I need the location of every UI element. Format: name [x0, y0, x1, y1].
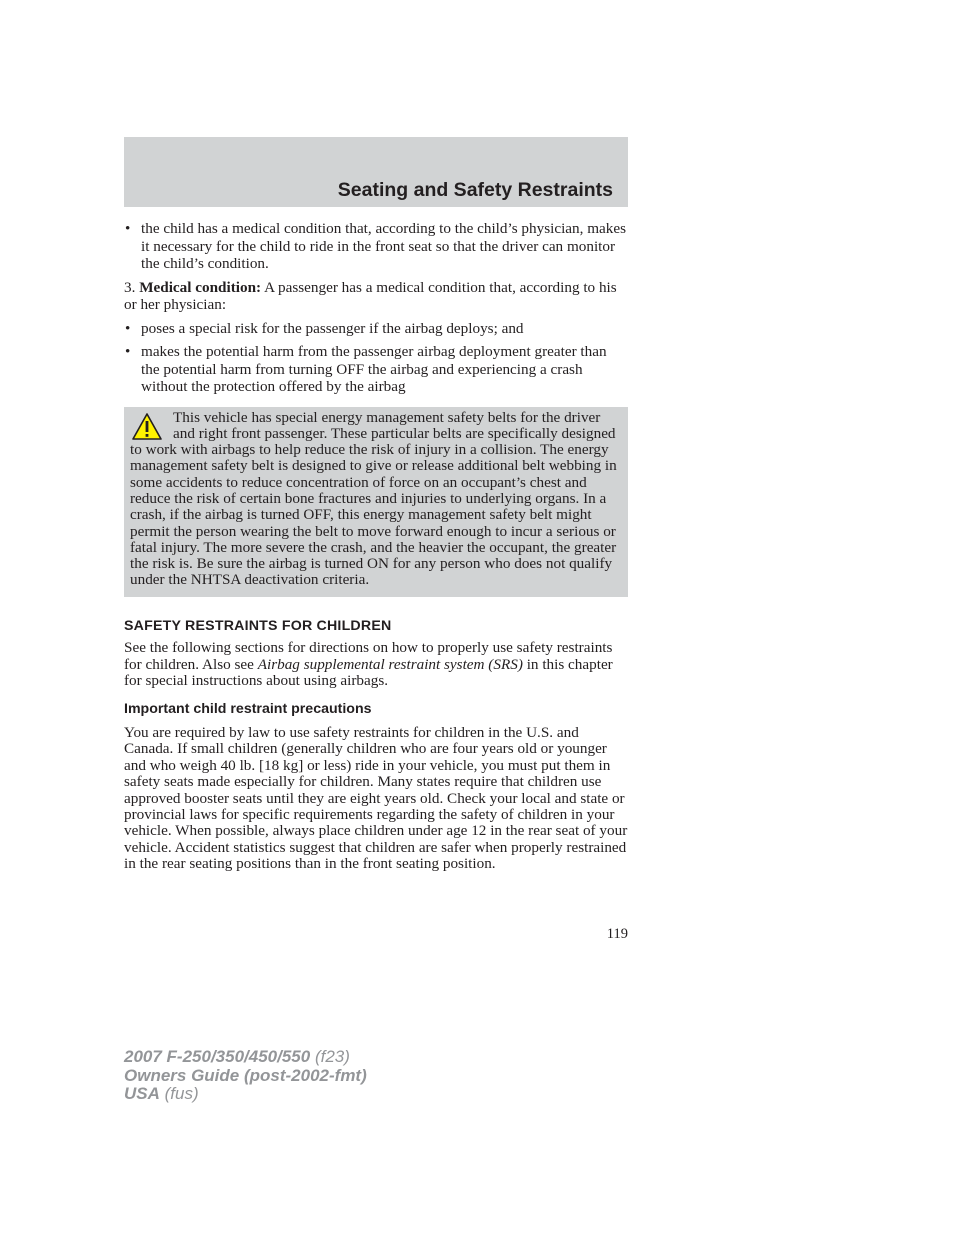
footer-guide-line: [124, 1067, 367, 1086]
footer: [124, 1048, 367, 1104]
section-title: Seating and Safety Restraints: [337, 179, 613, 201]
medical-bullet: [124, 343, 628, 396]
footer-model: 2007 F-250/350/450/550: [124, 1047, 311, 1066]
bullet-text: poses a special risk for the passenger if the airbag deploys; and: [141, 319, 524, 337]
bullet-marker: •: [125, 220, 131, 237]
section-heading: SAFETY RESTRAINTS FOR CHILDREN: [124, 617, 392, 634]
srs-reference: Airbag supplemental restraint system (SRS): [257, 655, 523, 673]
medical-condition-text: A passenger has a medical condition that, according to his or her physician:: [124, 278, 617, 313]
intro-bullet: [124, 220, 628, 273]
warning-text: This vehicle has special energy management safety belts for the driver and right front passenger. These particular belts are specifically designed to work with airbags to help reduce the risk of injury in a collision. The energy management safety belt is designed to give or release additional belt webbing in some accidents to reduce concentration of force on an occupant’s chest and reduce the risk of certain bone fractures and injuries to underlying organs. In a crash, if the airbag is turned OFF, this energy management safety belt might permit the person wearing the belt to move forward enough to incur a serious or fatal injury. The more severe the crash, and the heavier the occupant, the greater the risk is. Be sure the airbag is turned ON for any person who does not qualify under the NHTSA deactivation criteria.: [130, 408, 617, 589]
section-text-before: See the following sections for directions on how to properly use safety restraints for children. Also see: [124, 639, 613, 673]
page-number: 119: [606, 926, 628, 942]
bullet-marker: •: [125, 319, 131, 337]
footer-region: USA: [124, 1084, 160, 1103]
medical-condition-label: Medical condition:: [139, 278, 262, 296]
section-header-band: [124, 137, 628, 207]
section-text-after: in this chapter for special instructions about using airbags.: [124, 655, 613, 690]
section-paragraph: [124, 640, 628, 689]
footer-guide: Owners Guide (post-2002-fmt): [124, 1065, 367, 1085]
warning-box: [124, 407, 628, 597]
footer-model-code: (f23): [314, 1047, 350, 1066]
subsection-heading: Important child restraint precautions: [124, 701, 372, 718]
footer-region-line: [124, 1085, 367, 1104]
page-content: [124, 220, 628, 873]
bullet-text: makes the potential harm from the passenger airbag deployment greater than the potential harm from turning OFF the airbag and experiencing a crash without the protection offered by the airbag: [141, 343, 607, 395]
medical-bullet: [124, 320, 628, 338]
footer-model-line: [124, 1048, 367, 1067]
bullet-marker: •: [125, 343, 131, 360]
precautions-paragraph: You are required by law to use safety restraints for children in the U.S. and Canada. If small children (generally children who are four years old or younger and who weigh 40 lb. [18 kg] or less) ride in your vehicle, you must put them in safety seats made especially for children. Many states require that children use approved booster seats until they are eight years old. Check your local and state or provincial laws for specific requirements regarding the safety of children in your vehicle. When possible, always place children under age 12 in the rear seat of your vehicle. Accident statistics suggest that children are safer when properly restrained in the rear seating positions than in the front seating position.: [124, 723, 628, 873]
bullet-text: the child has a medical condition that, according to the child’s physician, makes it necessary for the child to ride in the front seat so that the driver can monitor the child’s condition.: [141, 220, 627, 272]
medical-condition-paragraph: [124, 279, 628, 314]
item-number: 3.: [124, 278, 136, 296]
warning-triangle-icon: [131, 412, 163, 442]
footer-region-code: (fus): [164, 1084, 199, 1103]
